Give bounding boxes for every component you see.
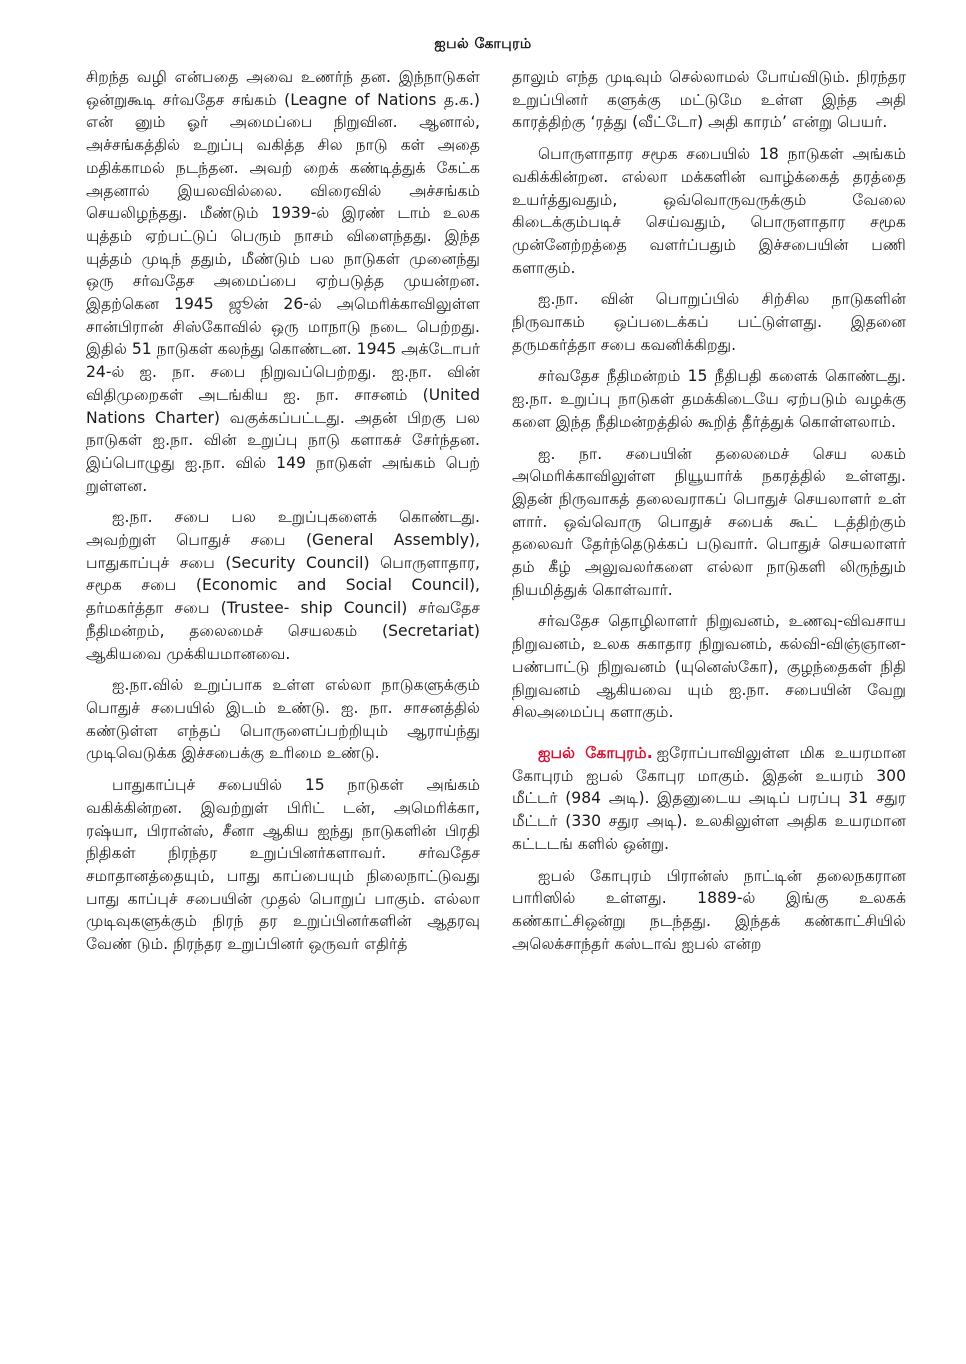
paragraph: ஐபல் கோபுரம் பிரான்ஸ் நாட்டின் தலைநகரான பாரிஸில் உள்ளது. 1889-ல் இங்கு உலகக் கண்காட்சிஒன்று நடந்தது. இந்தக் கண்காட்சியில் அலெக்சாந்தர் கஸ்டாவ் ஐபல் என்ற <box>512 866 906 953</box>
right-column <box>512 66 906 964</box>
running-header: ஐபல் கோபுரம் <box>434 36 532 52</box>
entry-paragraph <box>512 742 906 856</box>
paragraph: சர்வதேச தொழிலாளர் நிறுவனம், உணவு-விவசாய நிறுவனம், உலக சுகாதார நிறுவனம், கல்வி-விஞ்ஞான- பண்பாட்டு நிறுவனம் (யுனெஸ்கோ), குழந்தைகள் நிதி நிறுவனம் ஆகியவை யும் ஐ.நா. சபையின் வேறு சிலஅமைப்பு களாகும். <box>512 612 906 722</box>
paragraph: ஐ. நா. சபையின் தலைமைச் செய லகம் அமெரிக்காவிலுள்ள நியூயார்க் நகரத்தில் உள்ளது. இதன் நிருவாகத் தலைவராகப் பொதுச் செயலாளர் உள் ளார். ஒவ்வொரு பொதுச் சபைக் கூட் டத்திற்கும் தலைவர் தேர்ந்தெடுக்கப் படுவார். பொதுச் செயலாளர் தம் கீழ் அலுவலர்களை எல்லா நாடுகளி லிருந்தும் நியமித்துக் கொள்வார். <box>512 444 906 599</box>
paragraph: சர்வதேச நீதிமன்றம் 15 நீதிபதி களைக் கொண்டது. ஐ.நா. உறுப்பு நாடுகள் தமக்கிடையே ஏற்படும் வழக்கு களை இந்த நீதிமன்றத்தில் கூறித் தீர்த்துக் கொள்ளலாம். <box>512 367 906 431</box>
paragraph: ஐ.நா. சபை பல உறுப்புகளைக் கொண்டது. அவற்றுள் பொதுச் சபை (General Assembly), பாதுகாப்புச் சபை (Security Council) பொருளாதார, சமூக சபை (Economic and Social Council), தர்மகர்த்தா சபை (Trustee- ship Council) சர்வதேச நீதிமன்றம், தலைமைச் செயலகம் (Secretariat) ஆகியவை முக்கியமானவை. <box>86 508 480 663</box>
paragraph: சிறந்த வழி என்பதை அவை உணர்ந் தன. இந்நாடுகள் ஒன்றுகூடி சர்வதேச சங்கம் (Leagne of Nations த.க.) என் னும் ஓர் அமைப்பை நிறுவின. ஆனால், அச்சங்கத்தில் உறுப்பு வகித்த சில நாடு கள் அதை மதிக்காமல் நடந்தன. அவற் றைக் கண்டித்துக் கேட்க அதனால் இயலவில்லை. விரைவில் அச்சங்கம் செயலிழந்தது. மீண்டும் 1939-ல் இரண் டாம் உலக யுத்தம் ஏற்பட்டுப் பெரும் நாசம் விளைந்தது. இந்த யுத்தம் முடிந் ததும், மீண்டும் பல நாடுகள் முனைந்து ஒரு சர்வதேச அமைப்பை ஏற்படுத்த முயன்றன. இதற்கென 1945 ஜூன் 26-ல் அமெரிக்காவிலுள்ள சான்பிரான் சிஸ்கோவில் ஒரு மாநாடு நடை பெற்றது. இதில் 51 நாடுகள் கலந்து கொண்டன. 1945 அக்டோபர் 24-ல் ஐ. நா. சபை நிறுவப்பெற்றது. ஐ.நா. வின் விதிமுறைகள் அடங்கிய ஐ. நா. சாசனம் (United Nations Charter) வகுக்கப்பட்டது. அதன் பிறகு பல நாடுகள் ஐ.நா. வின் உறுப்பு நாடு களாகச் சேர்ந்தன. இப்பொழுது ஐ.நா. வில் 149 நாடுகள் அங்கம் பெற் றுள்ளன. <box>86 68 480 495</box>
paragraph: ஐ.நா.வில் உறுப்பாக உள்ள எல்லா நாடுகளுக்கும் பொதுச் சபையில் இடம் உண்டு. ஐ. நா. சாசனத்தில் கண்டுள்ள எந்தப் பொருளைப்பற்றியும் ஆராய்ந்து முடிவெடுக்க இச்சபைக்கு உரிமை உண்டு. <box>86 676 480 763</box>
entry-title: ஐபல் கோபுரம். <box>538 743 653 762</box>
entry-text: ஐரோப்பாவிலுள்ள மிக உயரமான கோபுரம் ஐபல் கோபுர மாகும். இதன் உயரம் 300 மீட்டர் (984 அடி). இதனுடைய அடிப் பரப்பு 31 சதுர மீட்டர் (330 சதுர அடி). உலகிலுள்ள அதிக உயரமான கட்டடங் களில் ஒன்று. <box>512 743 906 853</box>
paragraph: பொருளாதார சமூக சபையில் 18 நாடுகள் அங்கம் வகிக்கின்றன. எல்லா மக்களின் வாழ்க்கைத் தரத்தை உயர்த்துவதும், ஒவ்வொருவருக்கும் வேலை கிடைக்கும்படிச் செய்வதும், பொருளாதார சமூக முன்னேற்றத்தை வளர்ப்பதும் இச்சபையின் பணி களாகும். <box>512 145 906 277</box>
paragraph: தாலும் எந்த முடிவும் செல்லாமல் போய்விடும். நிரந்தர உறுப்பினர் களுக்கு மட்டுமே உள்ள இந்த அதி காரத்திற்கு ‘ரத்து (வீட்டோ) அதி காரம்’ என்று பெயர். <box>512 68 906 132</box>
left-column <box>86 66 480 965</box>
paragraph: ஐ.நா. வின் பொறுப்பில் சிற்சில நாடுகளின் நிருவாகம் ஒப்படைக்கப் பட்டுள்ளது. இதனை தருமகர்த்தா சபை கவனிக்கிறது. <box>512 290 906 354</box>
paragraph: பாதுகாப்புச் சபையில் 15 நாடுகள் அங்கம் வகிக்கின்றன. இவற்றுள் பிரிட் டன், அமெரிக்கா, ரஷ்யா, பிரான்ஸ், சீனா ஆகிய ஐந்து நாடுகளின் பிரதி நிதிகள் நிரந்தர உறுப்பினர்களாவர். சர்வதேச சமாதானத்தையும், பாது காப்பையும் நிலைநாட்டுவது பாது காப்புச் சபையின் முதல் பொறுப் பாகும். எல்லா முடிவுகளுக்கும் நிரந் தர உறுப்பினர்களின் ஆதரவு வேண் டும். நிரந்தர உறுப்பினர் ஒருவர் எதிர்த் <box>86 776 480 954</box>
